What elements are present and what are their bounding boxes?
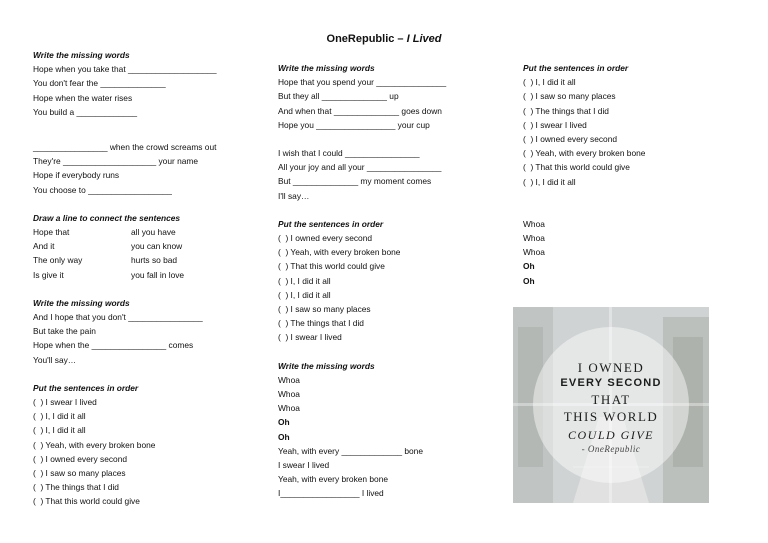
section-title: Write the missing words [278,63,375,73]
order-item: ( ) I saw so many places [278,304,371,315]
lyric-line: I swear I lived [278,460,330,471]
lyric-line: Whoa [278,389,300,400]
section-title: Write the missing words [278,360,375,371]
order-item: ( ) I, I did it all [278,289,331,300]
order-item: ( ) I saw so many places [33,468,126,479]
order-item: ( ) I owned every second [33,453,128,464]
match-left: Is give it [33,269,64,280]
lyric-line: Oh [523,275,535,286]
order-item: ( ) I, I did it all [523,176,576,187]
lyric-line: Whoa [278,374,300,385]
match-pair [33,225,263,239]
lyric-line: They're ____________________ your name [33,156,199,167]
order-item: ( ) I saw so many places [523,91,616,102]
lyric-line: Hope when the ________________ comes [33,340,194,351]
lyric-line: You build a _____________ [33,106,138,117]
lyric-line: ________________ when the crowd screams out [33,142,217,153]
column-3 [523,61,723,288]
quote-attribution: - OneRepublic [581,444,641,454]
order-item: ( ) The things that I did [278,318,364,329]
lyric-line: But take the pain [33,326,96,337]
lyric-line: Hope that you spend your _______________ [278,77,447,88]
artist-name: OneRepublic – [326,33,404,45]
worksheet-title [0,33,768,45]
quote-line: EVERY SECOND [560,377,662,389]
order-item: ( ) That this world could give [33,496,140,507]
column-1 [33,48,263,509]
section-title: Write the missing words [33,297,130,308]
lyric-line: Hope when the water rises [33,92,133,103]
lyric-line: Yeah, with every broken bone [278,474,389,485]
lyric-line: And when that ______________ goes down [278,105,442,116]
lyric-line: I wish that I could ________________ [278,148,420,159]
match-left: Hope that [33,227,70,238]
match-right: all you have [131,227,176,238]
order-item: ( ) I, I did it all [523,77,576,88]
lyric-line: You choose to __________________ [33,184,172,195]
lyric-line: But ______________ my moment comes [278,176,432,187]
match-pair [33,239,263,253]
column-2 [278,61,508,501]
lyric-line: All your joy and all your ________________ [278,162,442,173]
lyric-line: Whoa [523,218,545,229]
order-item: ( ) I swear I lived [278,332,342,343]
section-title: Draw a line to connect the sentences [33,212,181,223]
section-title: Put the sentences in order [278,218,384,229]
lyric-line: Yeah, with every _____________ bone [278,445,423,456]
quote-text [513,359,709,455]
lyric-line: I_________________ I lived [278,488,384,499]
match-left: The only way [33,255,83,266]
order-item: ( ) I owned every second [523,134,618,145]
order-item: ( ) I, I did it all [33,411,86,422]
order-item: ( ) Yeah, with every broken bone [278,247,401,258]
order-item: ( ) I owned every second [278,233,373,244]
match-right: you can know [131,241,183,252]
quote-line: THAT [591,392,631,407]
section-title: Put the sentences in order [33,382,139,393]
lyric-line: Whoa [523,247,545,258]
lyric-line: Hope you _________________ your cup [278,119,430,130]
quote-line: I OWNED [577,360,645,375]
lyric-line: Hope if everybody runs [33,170,120,181]
song-title: I Lived [406,33,442,45]
order-item: ( ) I, I did it all [278,275,331,286]
order-item: ( ) The things that I did [33,482,119,493]
order-item: ( ) The things that I did [523,105,609,116]
lyric-line: Oh [523,261,535,272]
order-item: ( ) I swear I lived [523,119,587,130]
match-right: hurts so bad [131,255,178,266]
lyric-line: Whoa [523,233,545,244]
lyric-line: And I hope that you don't ________________ [33,312,203,323]
quote-image [513,307,709,503]
match-right: you fall in love [131,269,185,280]
lyric-line: You'll say… [33,354,77,365]
order-item: ( ) That this world could give [523,162,630,173]
match-pair [33,253,263,267]
lyric-line: Hope when you take that ___________________ [33,64,217,75]
lyric-line: But they all ______________ up [278,91,399,102]
order-item: ( ) Yeah, with every broken bone [33,439,156,450]
lyric-line: Oh [278,431,290,442]
quote-line: COULD GIVE [568,428,654,442]
quote-line: THIS WORLD [563,409,659,424]
section-title: Write the missing words [33,50,130,60]
order-item: ( ) That this world could give [278,261,385,272]
match-left: And it [33,241,55,252]
order-item: ( ) I swear I lived [33,397,97,408]
match-pair [33,268,263,282]
section-title: Put the sentences in order [523,63,629,73]
lyric-line: You don't fear the ______________ [33,78,166,89]
order-item: ( ) Yeah, with every broken bone [523,148,646,159]
lyric-line: Whoa [278,403,300,414]
order-item: ( ) I, I did it all [33,425,86,436]
lyric-line: Oh [278,417,290,428]
lyric-line: I'll say… [278,190,310,201]
